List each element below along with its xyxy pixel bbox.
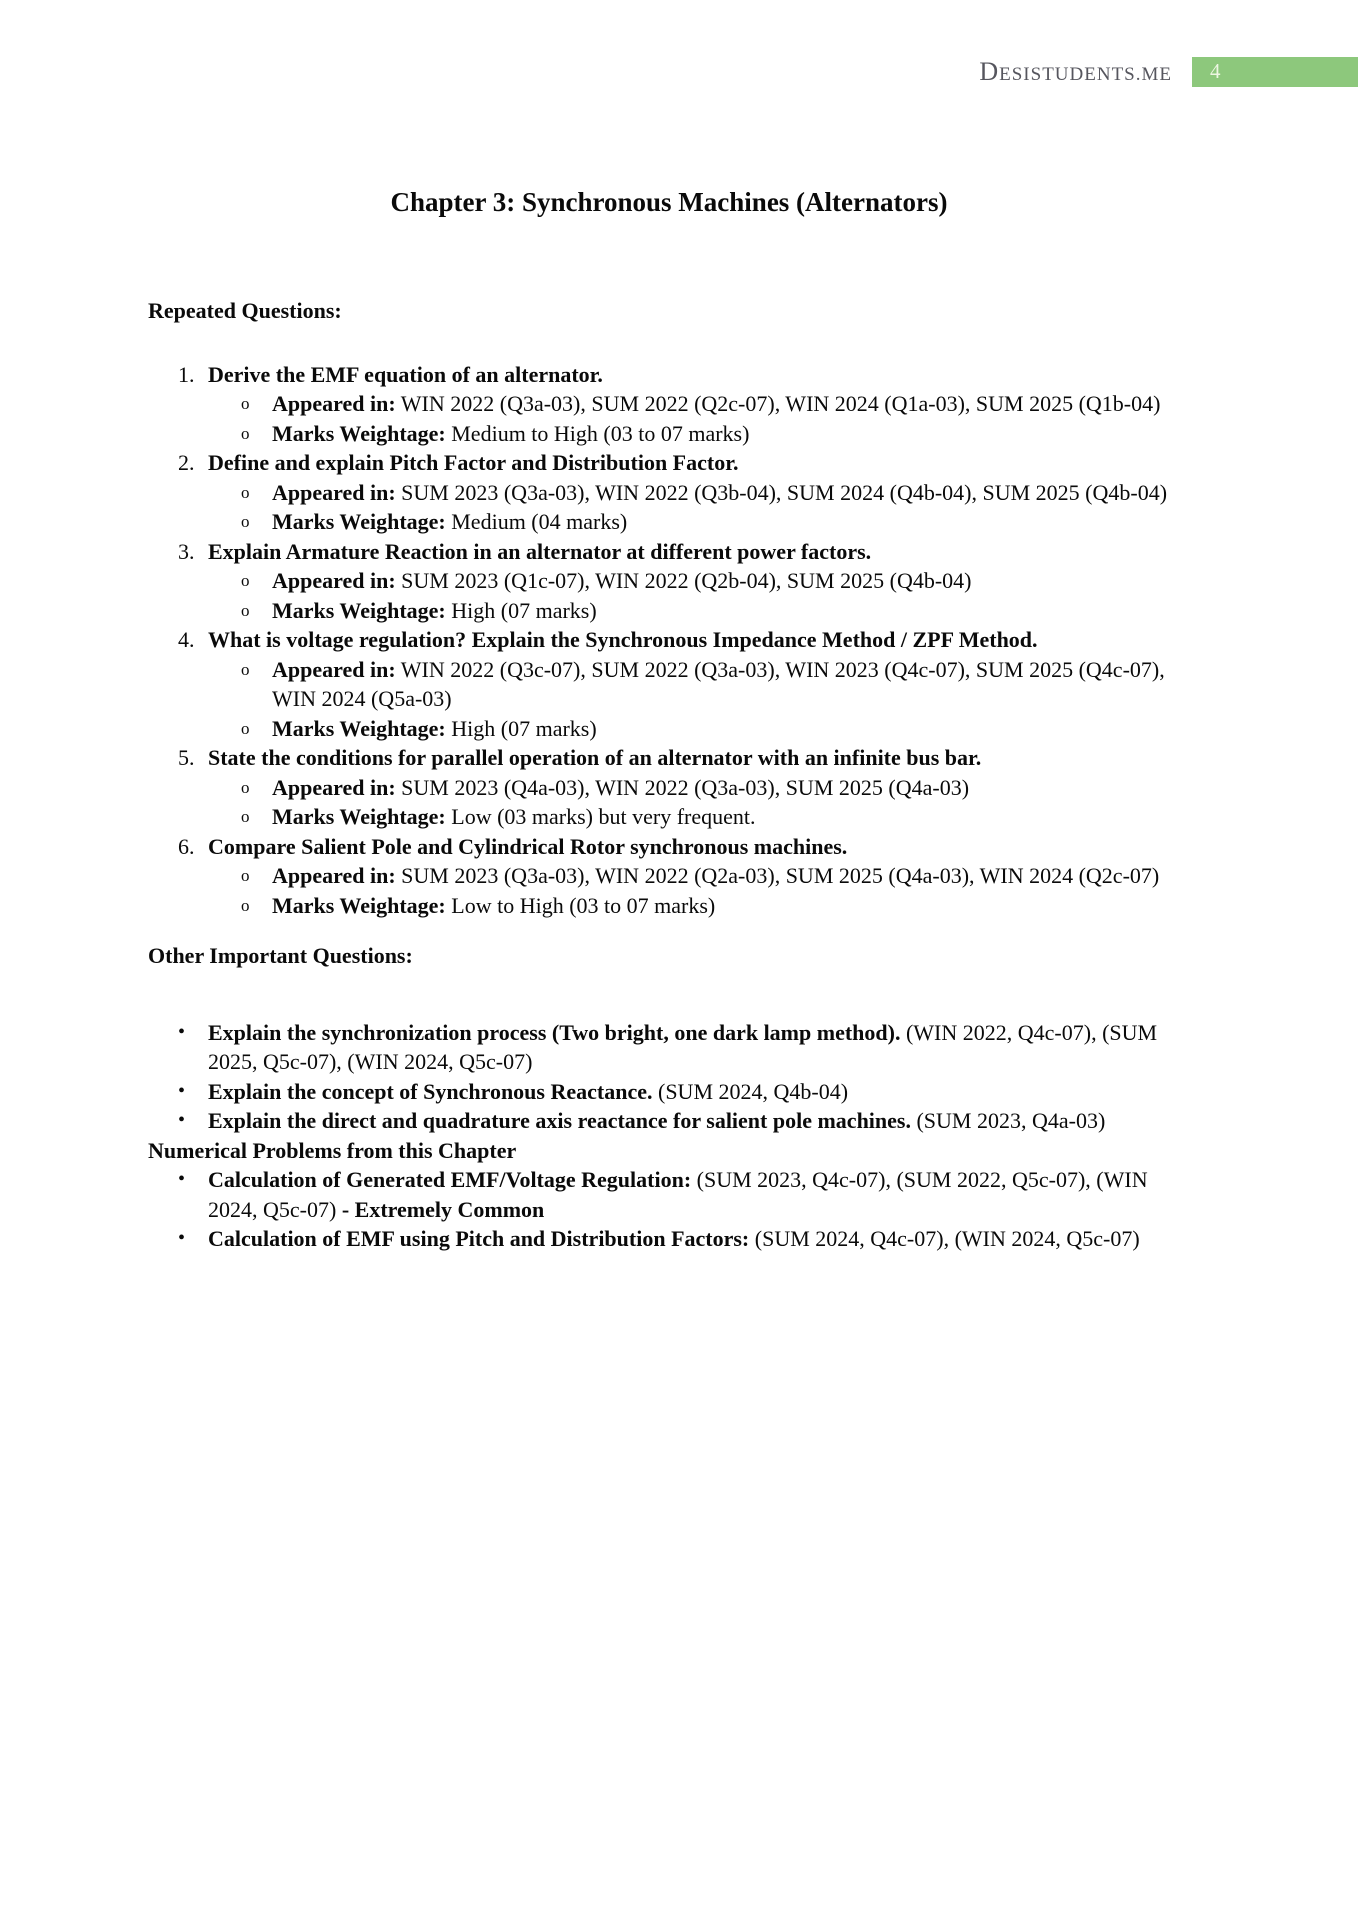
- detail-row: [208, 507, 1190, 537]
- page-number: 4: [1210, 59, 1221, 83]
- normal-text: (SUM 2024, Q4c-07), (WIN 2024, Q5c-07): [749, 1226, 1140, 1251]
- detail-row: [208, 802, 1190, 832]
- detail-row: [208, 478, 1190, 508]
- detail-row: [208, 566, 1190, 596]
- circle-bullet-icon: o: [241, 600, 250, 620]
- detail-value: Low (03 marks) but very frequent.: [445, 804, 756, 829]
- detail-text: [272, 566, 1190, 596]
- detail-text: [272, 714, 1190, 744]
- circle-bullet-icon: o: [241, 482, 250, 502]
- normal-text: (SUM 2023, Q4c-07), (SUM 2022, Q5c-07), (WIN 2024, Q5c-07): [208, 1167, 1148, 1222]
- circle-bullet-icon: o: [241, 394, 250, 413]
- detail-label: Appeared in:: [272, 774, 396, 800]
- detail-label: Marks Weightage:: [272, 715, 446, 741]
- other-question-item: [178, 1077, 1190, 1107]
- question-body: [208, 832, 1190, 921]
- chapter-title: Chapter 3: Synchronous Machines (Alternators): [390, 187, 948, 217]
- numerical-problem-text: [208, 1165, 1190, 1224]
- question-text: Compare Salient Pole and Cylindrical Rotor synchronous machines.: [208, 833, 848, 859]
- detail-row: [208, 419, 1190, 449]
- question-text: State the conditions for parallel operation of an alternator with an infinite bus bar.: [208, 745, 982, 770]
- detail-text: [272, 861, 1190, 891]
- detail-value: High (07 marks): [445, 597, 597, 623]
- detail-row: [208, 773, 1190, 803]
- item-number: 4.: [178, 627, 195, 652]
- detail-value: Medium to High (03 to 07 marks): [445, 420, 750, 446]
- numerical-problem-item: [178, 1165, 1190, 1224]
- question-body: [208, 743, 1190, 832]
- detail-label: Marks Weightage:: [272, 597, 446, 623]
- detail-value: SUM 2023 (Q4a-03), WIN 2022 (Q3a-03), SUM 2025 (Q4a-03): [395, 774, 970, 800]
- other-questions-heading: Other Important Questions:: [148, 943, 413, 968]
- repeated-questions-heading: Repeated Questions:: [148, 298, 342, 323]
- page-number-badge: [1192, 57, 1358, 87]
- circle-bullet-icon: o: [241, 718, 250, 738]
- repeated-question-item: [178, 360, 1190, 449]
- bold-text: - Extremely Common: [341, 1196, 545, 1222]
- detail-text: [272, 596, 1190, 626]
- detail-value: SUM 2023 (Q3a-03), WIN 2022 (Q2a-03), SUM 2025 (Q4a-03), WIN 2024 (Q2c-07): [395, 863, 1160, 888]
- detail-value: WIN 2022 (Q3a-03), SUM 2022 (Q2c-07), WIN 2024 (Q1a-03), SUM 2025 (Q1b-04): [395, 391, 1161, 416]
- normal-text: (WIN 2022, Q4c-07), (SUM 2025, Q5c-07), (WIN 2024, Q5c-07): [208, 1019, 1158, 1074]
- circle-bullet-icon: o: [241, 866, 250, 885]
- question-body: [208, 448, 1190, 537]
- detail-text: [272, 802, 1190, 832]
- bold-text: Explain the synchronization process (Two bright, one dark lamp method).: [208, 1019, 901, 1045]
- repeated-questions-list: [178, 360, 1190, 921]
- detail-row: [208, 596, 1190, 626]
- question-text: What is voltage regulation? Explain the Synchronous Impedance Method / ZPF Method.: [208, 627, 1038, 652]
- question-body: [208, 360, 1190, 449]
- detail-value: SUM 2023 (Q1c-07), WIN 2022 (Q2b-04), SUM 2025 (Q4b-04): [395, 568, 972, 593]
- detail-value: SUM 2023 (Q3a-03), WIN 2022 (Q3b-04), SUM 2024 (Q4b-04), SUM 2025 (Q4b-04): [395, 479, 1168, 505]
- detail-value: WIN 2022 (Q3c-07), SUM 2022 (Q3a-03), WIN 2023 (Q4c-07), SUM 2025 (Q4c-07), WIN 2024 (Q5a-03): [272, 656, 1165, 711]
- site-name: DESISTUDENTS.ME: [979, 57, 1172, 86]
- other-question-text: [208, 1018, 1190, 1077]
- normal-text: (SUM 2023, Q4a-03): [910, 1108, 1106, 1133]
- repeated-question-item: [178, 625, 1190, 743]
- detail-label: Marks Weightage:: [272, 804, 446, 829]
- detail-value: Low to High (03 to 07 marks): [445, 892, 716, 918]
- item-number: 6.: [178, 833, 195, 859]
- detail-label: Marks Weightage:: [272, 420, 446, 446]
- detail-label: Appeared in:: [272, 656, 396, 682]
- circle-bullet-icon: o: [241, 512, 250, 531]
- question-body: [208, 537, 1190, 626]
- numerical-problems-heading: Numerical Problems from this Chapter: [148, 1137, 517, 1163]
- detail-value: High (07 marks): [445, 715, 597, 741]
- detail-label: Appeared in:: [272, 568, 396, 593]
- repeated-question-item: [178, 832, 1190, 921]
- other-questions-list: [178, 1018, 1190, 1136]
- repeated-question-item: [178, 743, 1190, 832]
- circle-bullet-icon: o: [241, 777, 250, 797]
- detail-text: [272, 891, 1190, 921]
- circle-bullet-icon: o: [241, 571, 250, 590]
- detail-label: Marks Weightage:: [272, 892, 446, 918]
- repeated-question-item: [178, 537, 1190, 626]
- detail-row: [208, 389, 1190, 419]
- disc-bullet-icon: •: [178, 1168, 186, 1190]
- question-body: [208, 625, 1190, 743]
- detail-row: [208, 714, 1190, 744]
- disc-bullet-icon: •: [178, 1020, 186, 1043]
- other-question-text: [208, 1077, 1190, 1107]
- detail-value: Medium (04 marks): [445, 509, 628, 534]
- circle-bullet-icon: o: [241, 659, 250, 679]
- item-number: 5.: [178, 745, 195, 770]
- detail-text: [272, 773, 1190, 803]
- disc-bullet-icon: •: [178, 1079, 186, 1102]
- detail-label: Marks Weightage:: [272, 509, 446, 534]
- detail-text: [272, 389, 1190, 419]
- page-content: [148, 184, 1190, 1254]
- normal-text: (SUM 2024, Q4b-04): [652, 1078, 849, 1104]
- item-number: 1.: [178, 361, 195, 387]
- bold-text: Explain the concept of Synchronous Reactance.: [208, 1078, 653, 1104]
- circle-bullet-icon: o: [241, 895, 250, 915]
- disc-bullet-icon: •: [178, 1227, 186, 1249]
- detail-row: [208, 891, 1190, 921]
- detail-text: [272, 419, 1190, 449]
- detail-label: Appeared in:: [272, 863, 396, 888]
- detail-row: [208, 861, 1190, 891]
- question-text: Explain Armature Reaction in an alternator at different power factors.: [208, 538, 872, 564]
- bold-text: Explain the direct and quadrature axis reactance for salient pole machines.: [208, 1108, 911, 1133]
- circle-bullet-icon: o: [241, 807, 250, 826]
- detail-label: Appeared in:: [272, 479, 396, 505]
- repeated-question-item: [178, 448, 1190, 537]
- numerical-problem-text: [208, 1224, 1190, 1254]
- circle-bullet-icon: o: [241, 423, 250, 443]
- item-number: 3.: [178, 538, 195, 564]
- other-question-item: [178, 1018, 1190, 1077]
- detail-text: [272, 507, 1190, 537]
- detail-text: [272, 655, 1190, 714]
- detail-text: [272, 478, 1190, 508]
- disc-bullet-icon: •: [178, 1109, 186, 1131]
- question-text: Define and explain Pitch Factor and Distribution Factor.: [208, 450, 739, 475]
- other-question-item: [178, 1106, 1190, 1136]
- question-text: Derive the EMF equation of an alternator.: [208, 361, 603, 387]
- bold-text: Calculation of EMF using Pitch and Distribution Factors:: [208, 1226, 750, 1251]
- other-question-text: [208, 1106, 1190, 1136]
- bold-text: Calculation of Generated EMF/Voltage Regulation:: [208, 1167, 692, 1192]
- detail-label: Appeared in:: [272, 391, 396, 416]
- item-number: 2.: [178, 450, 195, 475]
- numerical-problems-list: [178, 1165, 1190, 1254]
- numerical-problem-item: [178, 1224, 1190, 1254]
- detail-row: [208, 655, 1190, 714]
